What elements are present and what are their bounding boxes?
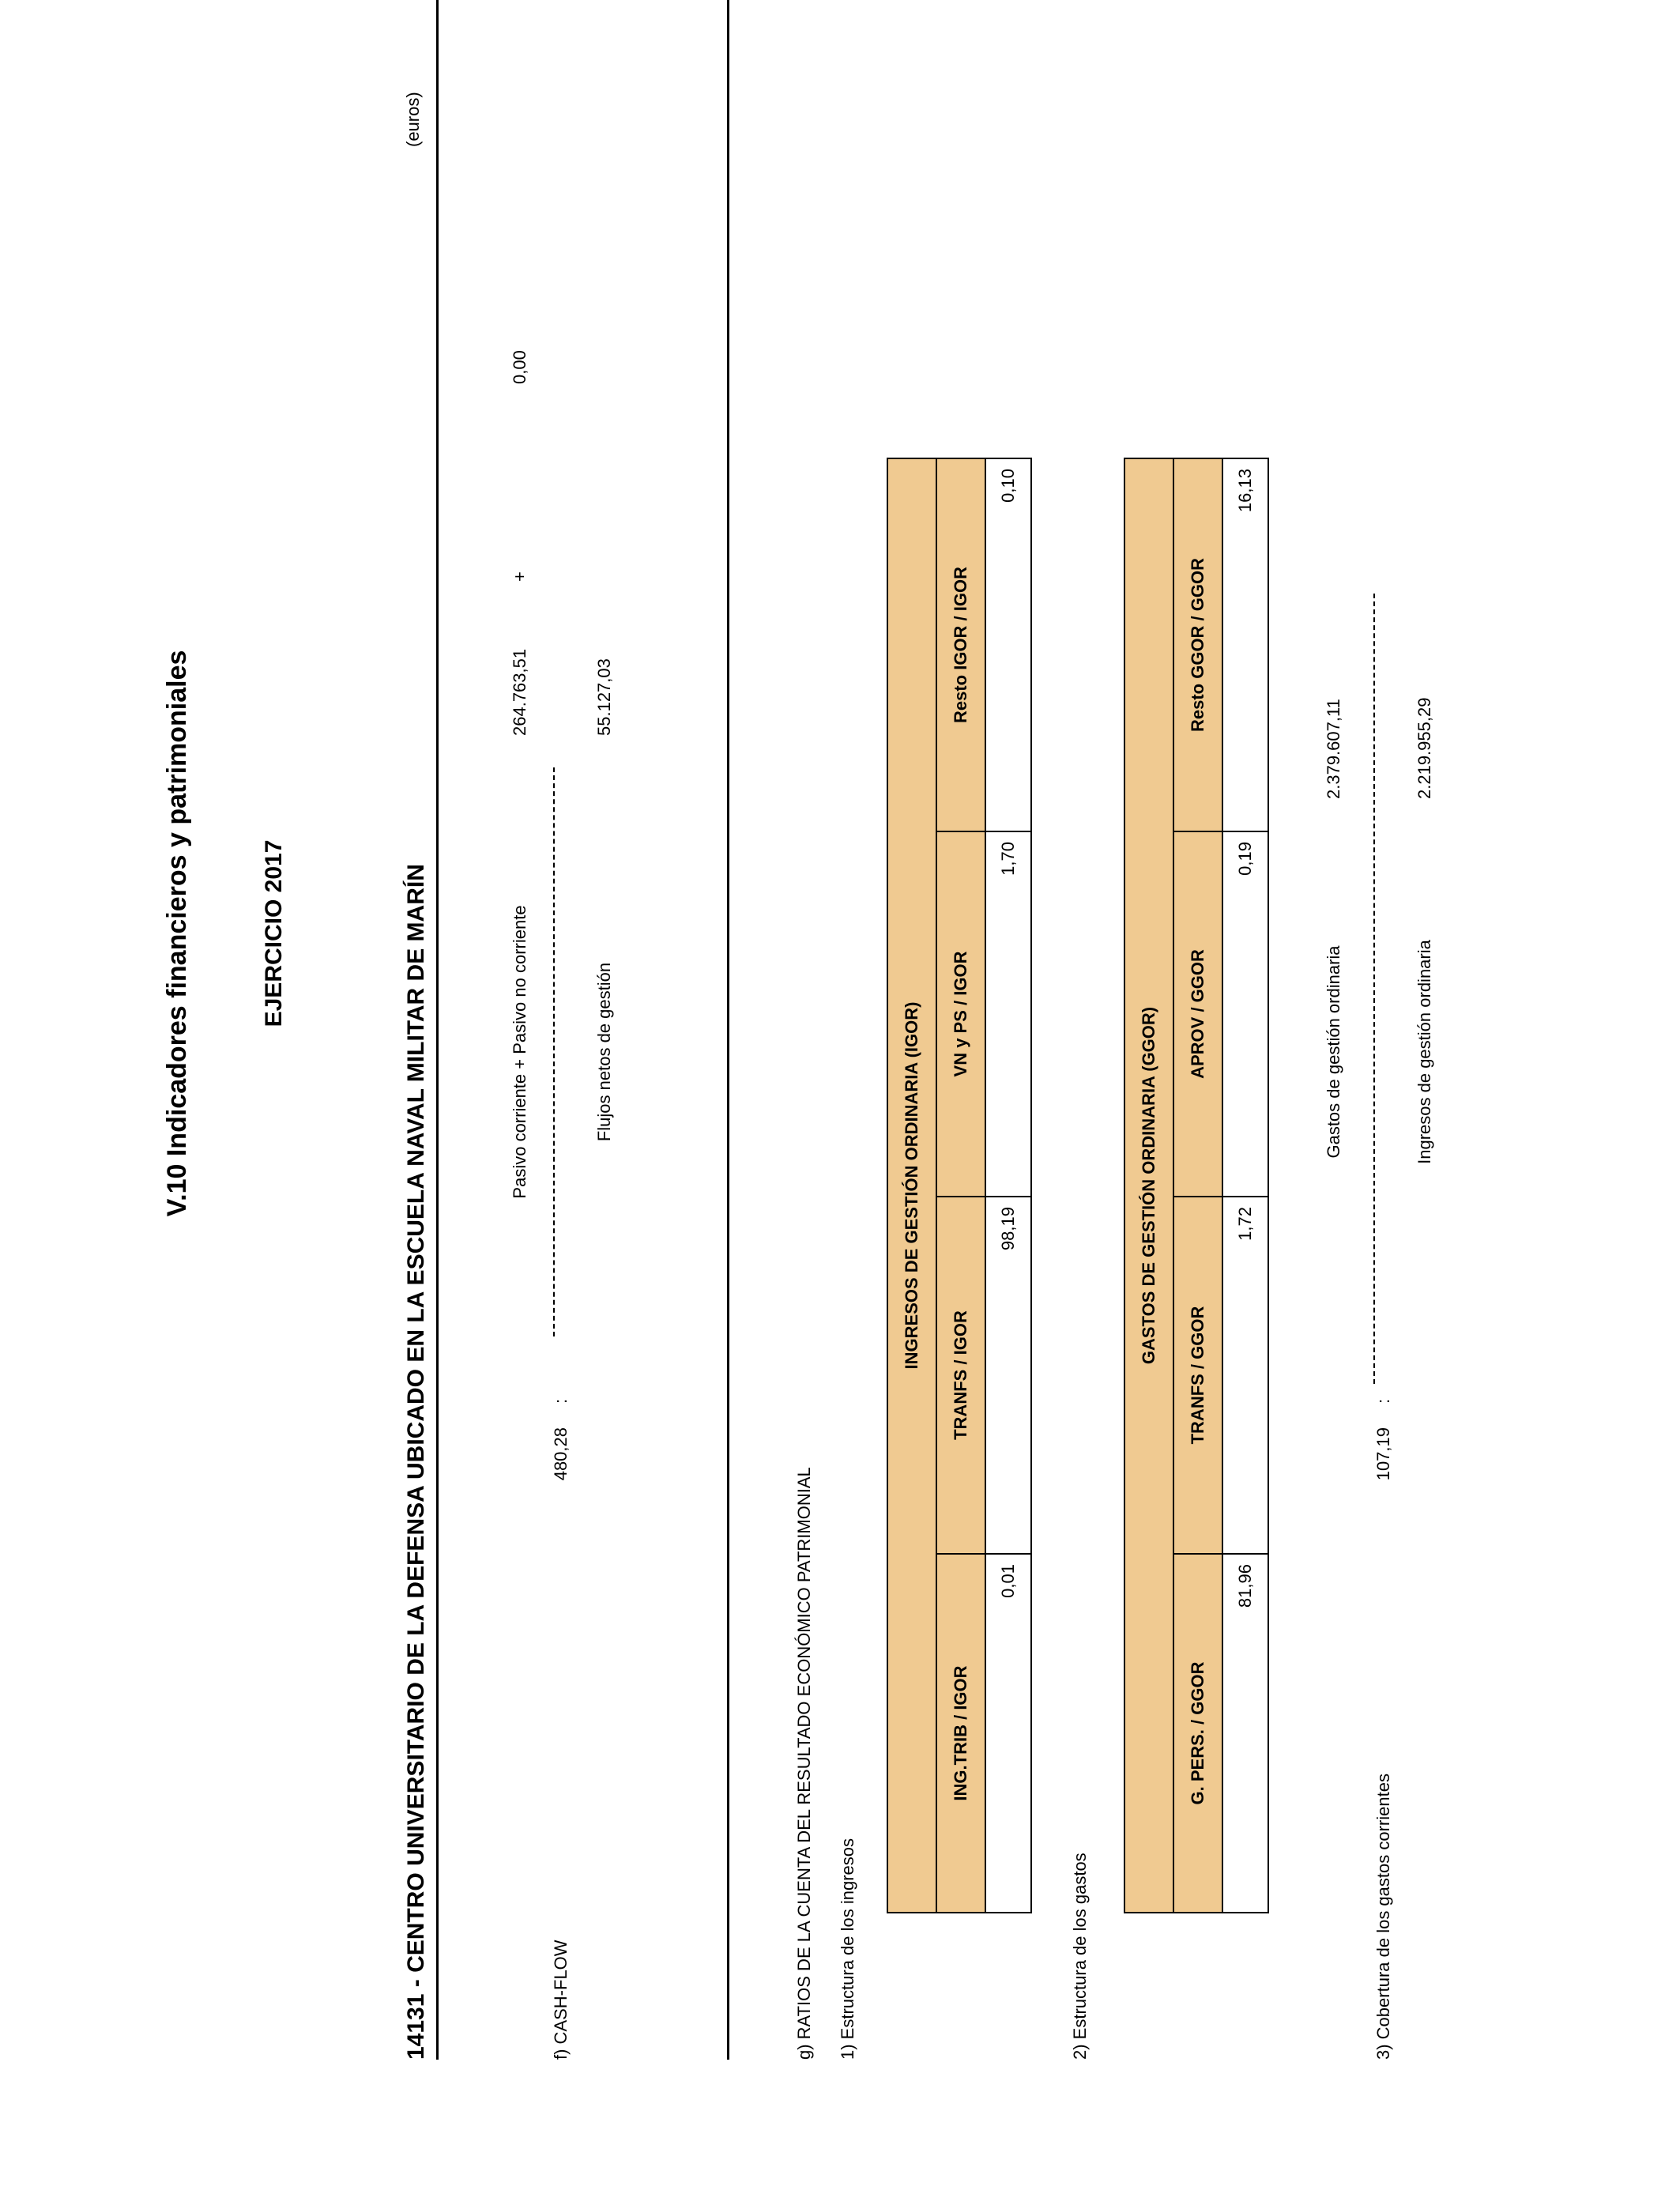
section-rule [727, 0, 729, 2060]
ratios-heading: g) RATIOS DE LA CUENTA DEL RESULTADO ECONÓMICO PATRIMONIAL [794, 1467, 814, 2060]
gastos-value-cell: 0,19 [1222, 831, 1268, 1197]
gastos-value-cell: 16,13 [1222, 458, 1268, 831]
table-title-row [887, 458, 936, 1913]
table-row [985, 458, 1031, 1913]
ingresos-structure-label: 1) Estructura de los ingresos [838, 1838, 857, 2060]
cobertura-numerator-label: Gastos de gestión ordinaria [1324, 945, 1343, 1159]
entity-name: 14131 - CENTRO UNIVERSITARIO DE LA DEFENSA UBICADO EN LA ESCUELA NAVAL MILITAR DE MARÍN [403, 864, 429, 2060]
ingresos-col-header: ING.TRIB / IGOR [936, 1554, 985, 1913]
gastos-col-header: Resto GGOR / GGOR [1173, 458, 1222, 831]
cash-flow-denominator-value: 55.127,03 [594, 658, 614, 736]
cobertura-value: 107,19 [1373, 1427, 1393, 1481]
gastos-col-header: TRANFS / GGOR [1173, 1197, 1222, 1554]
ingresos-ratio-table [887, 458, 1032, 1913]
cash-flow-label: f) CASH-FLOW [551, 1940, 571, 2060]
gastos-ratio-table [1124, 458, 1269, 1913]
ingresos-value-cell: 98,19 [985, 1197, 1031, 1554]
cash-flow-denominator-label: Flujos netos de gestión [594, 962, 614, 1142]
table-header-row [936, 458, 985, 1913]
fiscal-year: EJERCICIO 2017 [261, 839, 287, 1027]
cobertura-denominator-label: Ingresos de gestión ordinaria [1414, 940, 1434, 1164]
cobertura-denominator-value: 2.219.955,29 [1414, 697, 1434, 799]
cobertura-colon: : [1373, 1398, 1393, 1404]
cobertura-label: 3) Cobertura de los gastos corrientes [1373, 1774, 1393, 2060]
ingresos-value-cell: 0,01 [985, 1554, 1031, 1913]
header-rule [436, 0, 439, 2060]
gastos-structure-label: 2) Estructura de los gastos [1070, 1853, 1090, 2060]
table-header-row [1173, 458, 1222, 1913]
gastos-value-cell: 1,72 [1222, 1197, 1268, 1554]
page-title: V.10 Indicadores financieros y patrimoniales [162, 650, 192, 1217]
gastos-table-title: GASTOS DE GESTIÓN ORDINARIA (GGOR) [1124, 458, 1173, 1913]
gastos-col-header: G. PERS. / GGOR [1173, 1554, 1222, 1913]
ingresos-value-cell: 1,70 [985, 831, 1031, 1197]
ingresos-col-header: VN y PS / IGOR [936, 831, 985, 1197]
gastos-value-cell: 81,96 [1222, 1554, 1268, 1913]
cash-flow-colon: : [551, 1398, 571, 1404]
cash-flow-numerator-value-2: 0,00 [510, 350, 529, 384]
cash-flow-plus-sign: + [510, 571, 529, 582]
ingresos-table-title: INGRESOS DE GESTIÓN ORDINARIA (IGOR) [887, 458, 936, 1913]
table-row [1222, 458, 1268, 1913]
cobertura-fraction-line [1373, 594, 1375, 1384]
ingresos-col-header: Resto IGOR / IGOR [936, 458, 985, 831]
gastos-col-header: APROV / GGOR [1173, 831, 1222, 1197]
table-title-row [1124, 458, 1173, 1913]
cobertura-numerator-value: 2.379.607,11 [1324, 699, 1343, 799]
cash-flow-value: 480,28 [551, 1427, 571, 1481]
cash-flow-fraction-line [553, 767, 555, 1336]
ingresos-col-header: TRANFS / IGOR [936, 1197, 985, 1554]
cash-flow-numerator-label: Pasivo corriente + Pasivo no corriente [510, 905, 529, 1199]
cash-flow-numerator-value-1: 264.763,51 [510, 648, 529, 736]
currency-unit: (euros) [403, 92, 423, 147]
ingresos-value-cell: 0,10 [985, 458, 1031, 831]
